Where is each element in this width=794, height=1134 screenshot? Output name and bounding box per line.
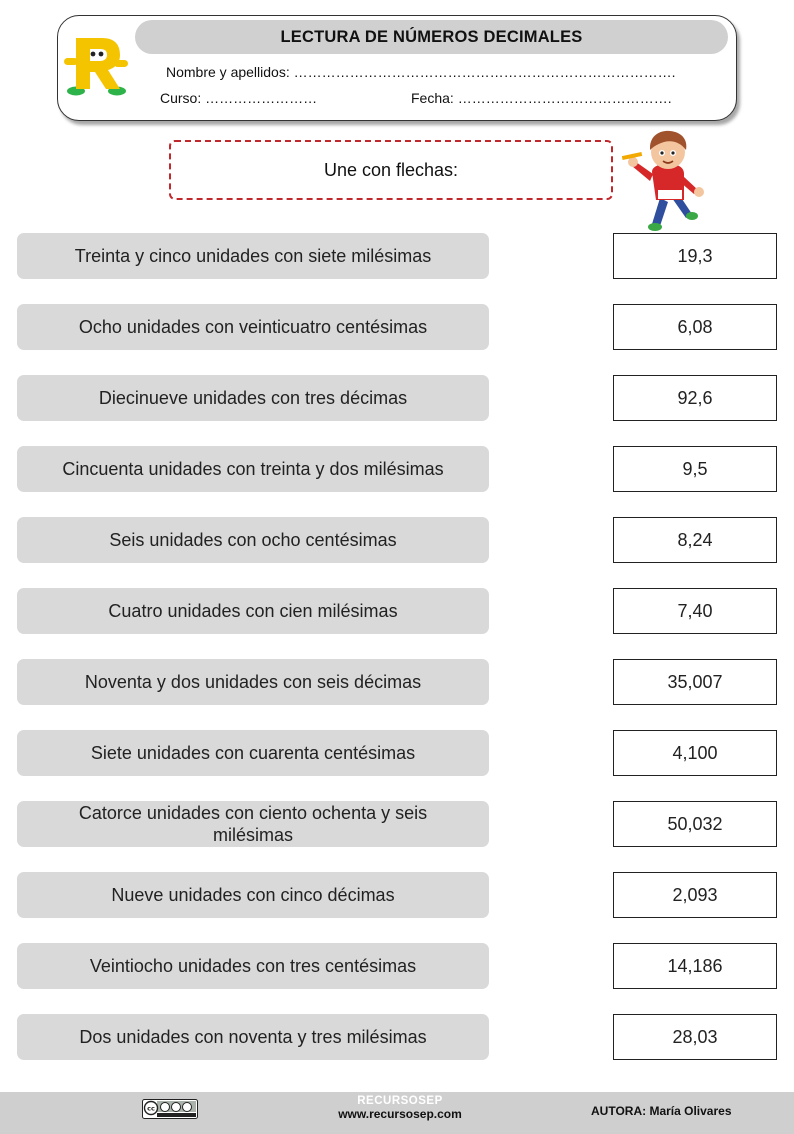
phrase-box[interactable]: Cincuenta unidades con treinta y dos milésimas [17, 446, 489, 492]
instruction-box: Une con flechas: [169, 140, 613, 200]
boy-with-pencil-icon [622, 128, 712, 234]
logo-letter: R [62, 34, 63, 35]
number-box[interactable]: 2,093 [613, 872, 777, 918]
phrase-box[interactable]: Ocho unidades con veinticuatro centésimas [17, 304, 489, 350]
number-box[interactable]: 19,3 [613, 233, 777, 279]
date-field[interactable]: Fecha: ………………………………………. [411, 90, 672, 106]
phrase-box[interactable]: Dos unidades con noventa y tres milésimas [17, 1014, 489, 1060]
phrase-box[interactable]: Siete unidades con cuarenta centésimas [17, 730, 489, 776]
creative-commons-license-icon [142, 1099, 198, 1119]
number-box[interactable]: 92,6 [613, 375, 777, 421]
number-box[interactable]: 8,24 [613, 517, 777, 563]
recursosep-logo-icon [62, 34, 130, 98]
number-box[interactable]: 7,40 [613, 588, 777, 634]
phrase-box[interactable]: Nueve unidades con cinco décimas [17, 872, 489, 918]
number-box[interactable]: 14,186 [613, 943, 777, 989]
phrase-box[interactable]: Cuatro unidades con cien milésimas [17, 588, 489, 634]
name-field[interactable]: Nombre y apellidos: ………………………………………………………………………. [166, 64, 676, 80]
site-url-link[interactable]: www.recursosep.com [338, 1107, 462, 1121]
phrase-box[interactable]: Veintiocho unidades con tres centésimas [17, 943, 489, 989]
phrase-box[interactable]: Diecinueve unidades con tres décimas [17, 375, 489, 421]
site-name: RECURSOSEP [357, 1095, 443, 1107]
number-box[interactable]: 9,5 [613, 446, 777, 492]
phrase-box[interactable]: Noventa y dos unidades con seis décimas [17, 659, 489, 705]
phrase-box[interactable]: Catorce unidades con ciento ochenta y seis milésimas [17, 801, 489, 847]
worksheet-title: LECTURA DE NÚMEROS DECIMALES [135, 20, 728, 54]
number-box[interactable]: 28,03 [613, 1014, 777, 1060]
phrase-box[interactable]: Seis unidades con ocho centésimas [17, 517, 489, 563]
course-field[interactable]: Curso: …………………… [160, 90, 318, 106]
number-box[interactable]: 4,100 [613, 730, 777, 776]
number-box[interactable]: 50,032 [613, 801, 777, 847]
cc-label: cc [147, 1104, 155, 1113]
number-box[interactable]: 35,007 [613, 659, 777, 705]
phrase-box[interactable]: Treinta y cinco unidades con siete milésimas [17, 233, 489, 279]
author-credit: AUTORA: María Olivares [591, 1104, 732, 1118]
number-box[interactable]: 6,08 [613, 304, 777, 350]
